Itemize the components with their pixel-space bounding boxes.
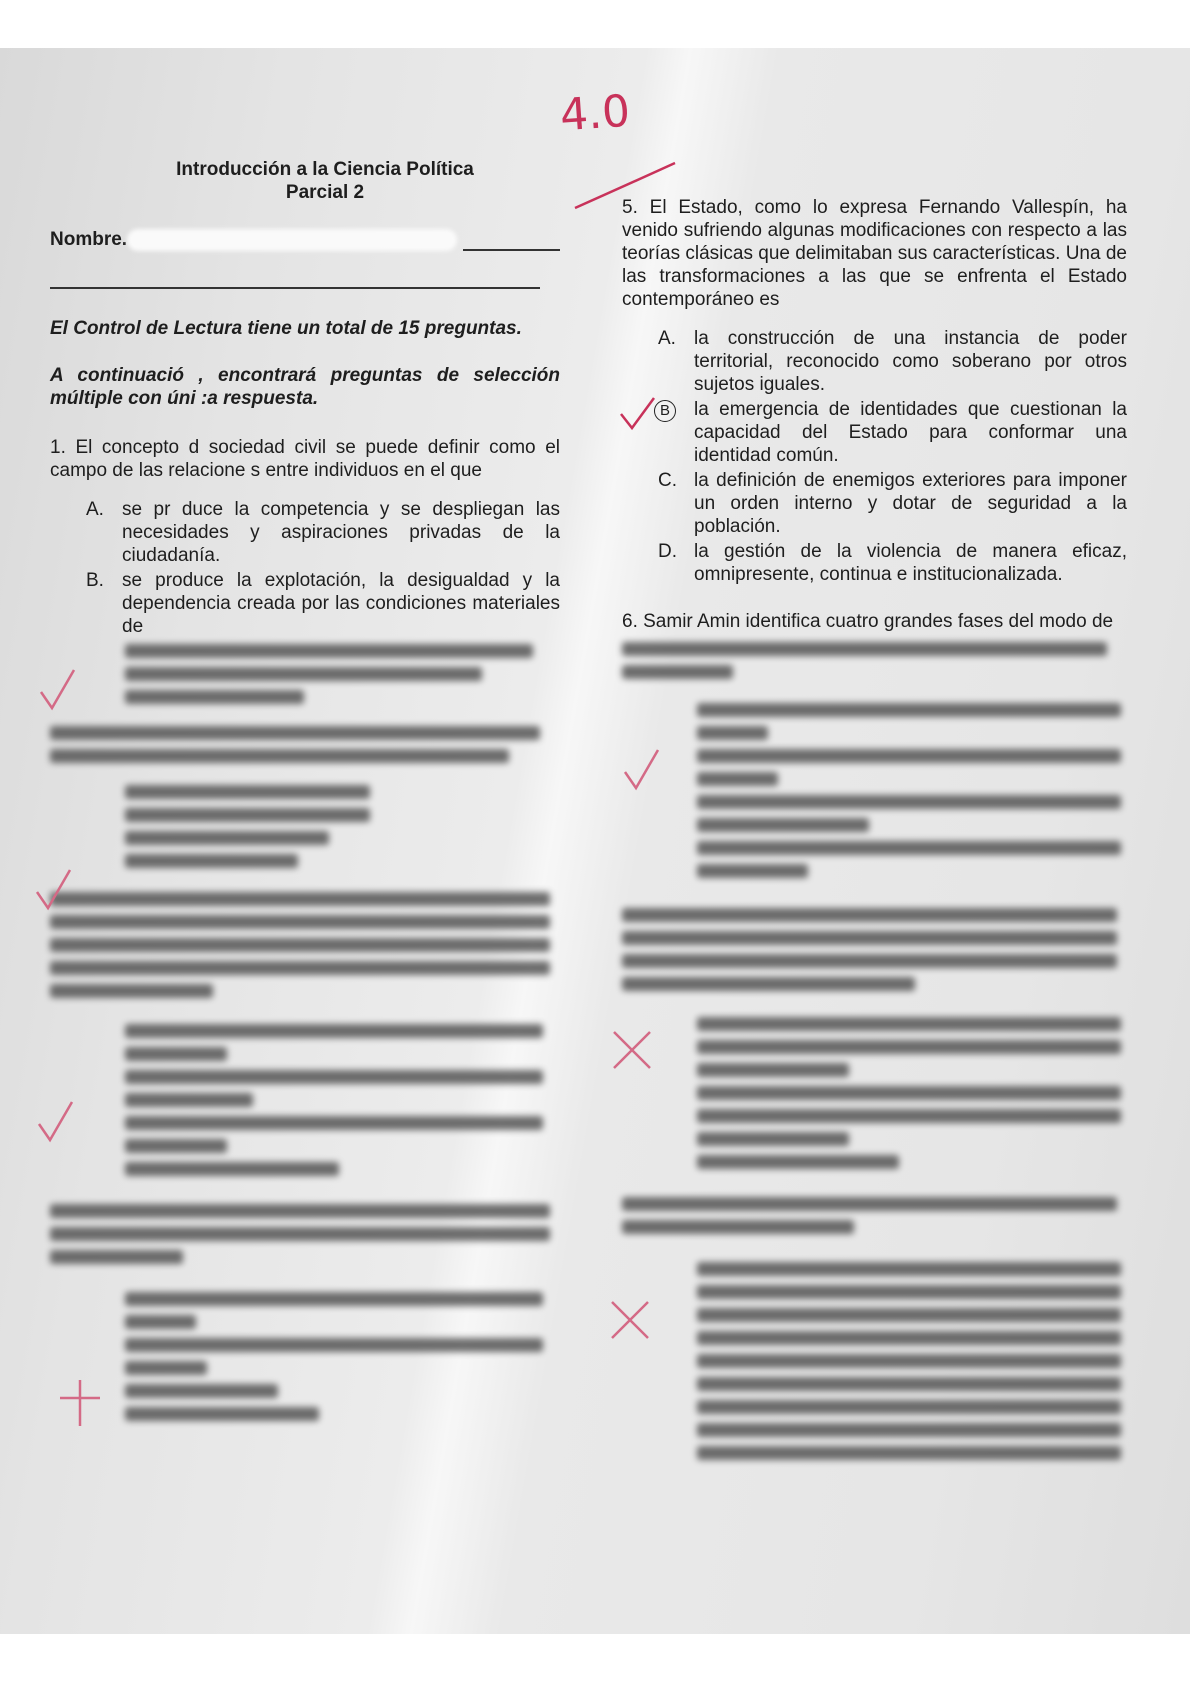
- option-1a: A. se pr duce la competencia y se despliegan las necesidades y aspiraciones privadas de la ciudadanía.: [86, 499, 560, 566]
- name-second-line: [50, 287, 540, 289]
- checkmark-q1: [38, 668, 78, 712]
- question-5-options: [658, 327, 1127, 586]
- blurred-content-left: [50, 644, 560, 1421]
- name-label: Nombre.: [50, 229, 128, 250]
- grade-mark: 4.0: [558, 85, 632, 142]
- circled-answer-b: B: [654, 400, 676, 422]
- cross-q7: [610, 1028, 654, 1072]
- exam-title: Parcial 2: [285, 182, 365, 203]
- cross-q8: [608, 1298, 652, 1342]
- checkmark-q6: [622, 748, 662, 792]
- question-1-options: [86, 498, 560, 638]
- course-title: Introducción a la Ciencia Política: [176, 159, 474, 180]
- option-5d: D. la gestión de la violencia de manera eficaz, omnipresente, continua e institucionalizada.: [658, 541, 1127, 585]
- name-rule: [463, 233, 560, 251]
- option-5a: A. la construcción de una instancia de poder territorial, reconocido como soberano por otros sujetos iguales.: [658, 328, 1127, 395]
- option-1b: B. se produce la explotación, la desigualdad y la dependencia creada por las condiciones materiales de: [86, 570, 560, 637]
- left-column: [50, 158, 560, 1430]
- redacted-name: [127, 229, 457, 251]
- question-5: 5. El Estado, como lo expresa Fernando Vallespín, ha venido sufriendo algunas modificaciones con respecto a las teorías clásicas que delimitaban sus características. Una de las transformaciones a las que se enfrenta el Estado contemporáneo es: [622, 197, 1127, 310]
- right-column: [622, 196, 1127, 1469]
- name-field: [50, 228, 560, 251]
- question-1: 1. El concepto d sociedad civil se puede definir como el campo de las relacione s entre individuos en el que: [50, 437, 560, 481]
- instructions-format: A continuació , encontrará preguntas de selección múltiple con úni :a respuesta.: [50, 365, 560, 409]
- option-5c: C. la definición de enemigos exteriores para imponer un orden interno y dotar de seguridad a la población.: [658, 470, 1127, 537]
- exam-sheet: [0, 48, 1190, 1634]
- checkmark-q5: [618, 396, 658, 432]
- instructions-total: El Control de Lectura tiene un total de 15 preguntas.: [50, 318, 522, 339]
- question-6: 6. Samir Amin identifica cuatro grandes fases del modo de: [622, 611, 1114, 632]
- checkmark-q3: [36, 1100, 76, 1144]
- blurred-content-right: [622, 642, 1127, 1460]
- cross-q4: [58, 1378, 102, 1428]
- checkmark-q2: [34, 868, 74, 912]
- option-5b: B la emergencia de identidades que cuestionan la capacidad del Estado para conformar una identidad común.: [658, 398, 1127, 467]
